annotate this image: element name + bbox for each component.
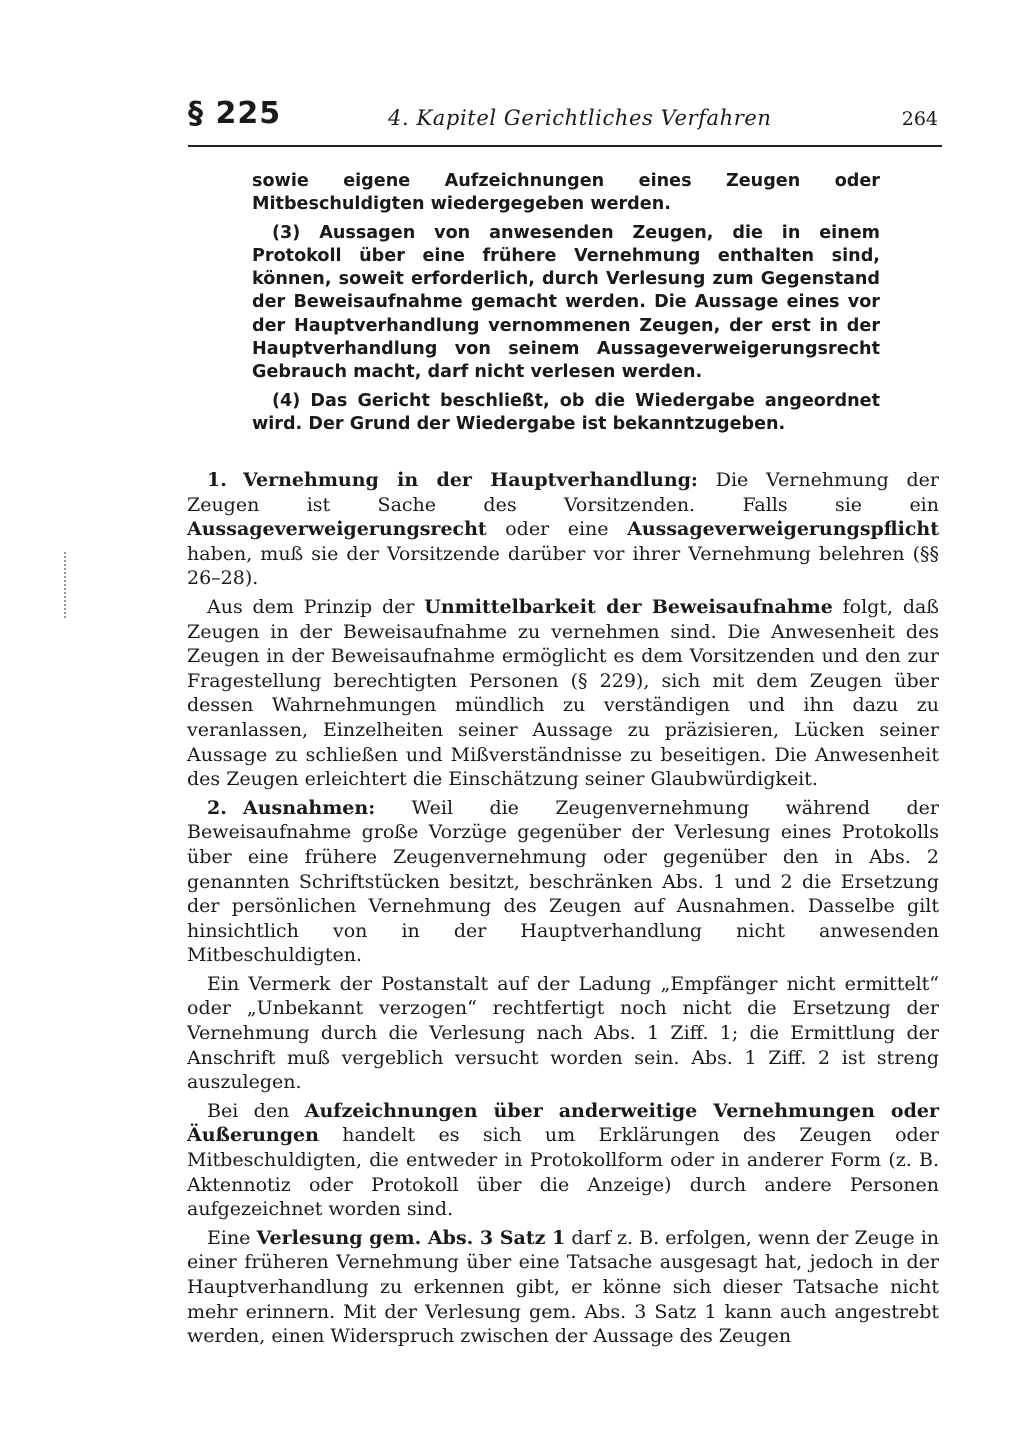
page-header bbox=[188, 96, 940, 144]
section-number: § 225 bbox=[188, 96, 282, 131]
note-number: 2. bbox=[207, 796, 227, 819]
statute-text bbox=[252, 170, 880, 441]
commentary-paragraph: Eine Verlesung gem. Abs. 3 Satz 1 darf z. B. erfolgen, wenn der Zeuge in einer früheren Vernehmung über eine Tatsache ausgesagt hat, jedoch in der Hauptverhandlung zu erkennen gibt, er könne sich dieser Tatsache nicht mehr erinnern. Mit der Verlesung gem. Abs. 3 Satz 1 kann auch angestrebt werden, einen Widerspruch zwischen der Aussage des Zeugen bbox=[187, 1226, 940, 1348]
header-rule bbox=[188, 145, 942, 147]
page-number: 264 bbox=[901, 108, 938, 130]
commentary-paragraph: Bei den Aufzeichnungen über anderweitige Vernehmungen oder Äußerungen handelt es sich um Erklärungen des Zeugen oder Mitbeschuldigten, die entweder in Protokollform oder in anderer Form (z. B. Aktennotiz oder Protokoll über die Anzeige) durch andere Personen aufgezeichnet worden sind. bbox=[187, 1099, 939, 1221]
note-heading: Ausnahmen: bbox=[243, 796, 376, 819]
commentary-paragraph: 1. Vernehmung in der Hauptverhandlung: Die Vernehmung der Zeugen ist Sache des Vorsitzenden. Falls sie ein Aussageverweigerungsrecht oder eine Aussageverweigerungspflicht haben, muß sie der Vorsitzende darüber vor ihrer Vernehmung belehren (§§ 26–28). bbox=[187, 469, 939, 590]
commentary-paragraph: Aus dem Prinzip der Unmittelbarkeit der Beweisaufnahme folgt, daß Zeugen in der Beweisaufnahme zu vernehmen sind. Die Anwesenheit des Zeugen in der Beweisaufnahme ermöglicht es dem Vorsitzenden und den zur Fragestellung berechtigten Personen (§ 229), sich mit dem Zeugen über dessen Wahrnehmungen mündlich zu verständigen und ihn dazu zu veranlassen, Einzelheiten seiner Aussage zu präzisieren, Lücken seiner Aussage zu schließen und Mißverständnisse zu beseitigen. Die Anwesenheit des Zeugen erleichtert die Einschätzung seiner Glaubwürdigkeit. bbox=[187, 595, 939, 791]
note-heading: Vernehmung in der Hauptverhandlung: bbox=[243, 469, 698, 491]
statute-paragraph-4: (4) Das Gericht beschließt, ob die Wiedergabe angeordnet wird. Der Grund der Wiedergabe ist bekanntzugeben. bbox=[252, 390, 880, 434]
commentary-paragraph: Ein Vermerk der Postanstalt auf der Ladung „Empfänger nicht ermittelt“ oder „Unbekannt verzogen“ rechtfertigt noch nicht die Ersetzung der Vernehmung durch die Verlesung nach Abs. 1 Ziff. 1; die Ermittlung der Anschrift muß vergeblich versucht worden sein. Abs. 1 Ziff. 2 ist streng auszulegen. bbox=[187, 972, 939, 1094]
commentary-paragraph: 2. Ausnahmen: Weil die Zeugenvernehmung während der Beweisaufnahme große Vorzüge gegenüber der Verlesung eines Protokolls über eine frühere Zeugenvernehmung oder gegenüber den in Abs. 2 genannten Schriftstücken besitzt, beschränken Abs. 1 und 2 die Ersetzung der persönlichen Vernehmung des Zeugen auf Ausnahmen. Dasselbe gilt hinsichtlich von in der Hauptverhandlung nicht anwesenden Mitbeschuldigten. bbox=[187, 796, 939, 967]
margin-mark bbox=[64, 552, 68, 618]
commentary bbox=[187, 468, 939, 1353]
statute-paragraph-continued: sowie eigene Aufzeichnungen eines Zeugen oder Mitbeschuldigten wiedergegeben werden. bbox=[252, 171, 880, 215]
chapter-title: 4. Kapitel Gerichtliches Verfahren bbox=[388, 106, 772, 130]
note-number: 1. bbox=[207, 469, 227, 491]
statute-paragraph-3: (3) Aussagen von anwesenden Zeugen, die in einem Protokoll über eine frühere Vernehmung enthalten sind, können, soweit erforderlich, durch Verlesung zum Gegenstand der Beweisaufnahme gemacht werden. Die Aussage eines vor der Hauptverhandlung vernommenen Zeugen, der erst in der Hauptverhandlung von seinem Aussageverweigerungsrecht Gebrauch macht, darf nicht verlesen werden. bbox=[252, 222, 880, 383]
